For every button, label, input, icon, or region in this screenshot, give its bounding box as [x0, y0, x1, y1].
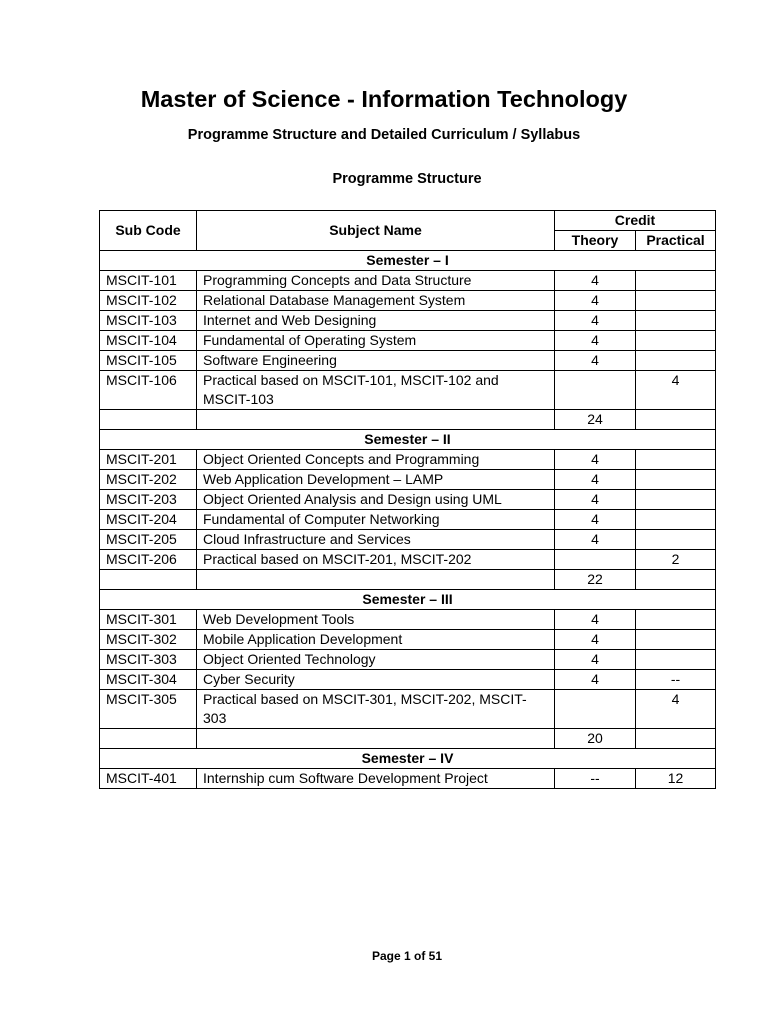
theory-total: 20: [555, 729, 636, 749]
subject-code: MSCIT-304: [100, 670, 197, 690]
table-row: [100, 331, 716, 351]
subject-code: MSCIT-301: [100, 610, 197, 630]
table-row: [100, 291, 716, 311]
semester-total-row: [100, 570, 716, 590]
theory-credit: 4: [555, 610, 636, 630]
practical-credit: [636, 450, 716, 470]
table-row: [100, 450, 716, 470]
header-sub-code: Sub Code: [100, 211, 197, 251]
subject-code: MSCIT-206: [100, 550, 197, 570]
theory-credit: 4: [555, 271, 636, 291]
practical-credit: 4: [636, 690, 716, 729]
semester-total-row: [100, 410, 716, 430]
semester-label: Semester – I: [100, 251, 716, 271]
practical-credit: 2: [636, 550, 716, 570]
subject-name: Mobile Application Development: [197, 630, 555, 650]
theory-credit: 4: [555, 490, 636, 510]
practical-credit: 12: [636, 769, 716, 789]
practical-credit: 4: [636, 371, 716, 410]
empty-name-cell: [197, 570, 555, 590]
subject-name: Internet and Web Designing: [197, 311, 555, 331]
subject-name: Relational Database Management System: [197, 291, 555, 311]
subject-code: MSCIT-105: [100, 351, 197, 371]
theory-credit: 4: [555, 530, 636, 550]
semester-header-row: [100, 590, 716, 610]
practical-credit: --: [636, 670, 716, 690]
subject-name: Practical based on MSCIT-101, MSCIT-102 and MSCIT-103: [197, 371, 555, 410]
practical-total: [636, 570, 716, 590]
theory-total: 24: [555, 410, 636, 430]
theory-credit: 4: [555, 510, 636, 530]
table-row: [100, 470, 716, 490]
practical-credit: [636, 271, 716, 291]
theory-credit: 4: [555, 630, 636, 650]
subject-code: MSCIT-204: [100, 510, 197, 530]
theory-credit: 4: [555, 670, 636, 690]
practical-credit: [636, 331, 716, 351]
header-theory: Theory: [555, 231, 636, 251]
subject-name: Programming Concepts and Data Structure: [197, 271, 555, 291]
table-row: [100, 510, 716, 530]
subject-code: MSCIT-303: [100, 650, 197, 670]
theory-credit: 4: [555, 311, 636, 331]
subject-code: MSCIT-201: [100, 450, 197, 470]
table-row: [100, 530, 716, 550]
theory-credit: --: [555, 769, 636, 789]
section-heading: Programme Structure: [332, 171, 482, 187]
semester-label: Semester – III: [100, 590, 716, 610]
subject-name: Practical based on MSCIT-301, MSCIT-202, MSCIT-303: [197, 690, 555, 729]
practical-total: [636, 410, 716, 430]
theory-credit: 4: [555, 650, 636, 670]
practical-credit: [636, 650, 716, 670]
header-credit: Credit: [555, 211, 716, 231]
subject-name: Object Oriented Analysis and Design using UML: [197, 490, 555, 510]
subject-code: MSCIT-305: [100, 690, 197, 729]
header-subject-name: Subject Name: [197, 211, 555, 251]
empty-name-cell: [197, 729, 555, 749]
subject-code: MSCIT-106: [100, 371, 197, 410]
practical-credit: [636, 470, 716, 490]
empty-name-cell: [197, 410, 555, 430]
empty-code-cell: [100, 570, 197, 590]
semester-total-row: [100, 729, 716, 749]
practical-credit: [636, 610, 716, 630]
table-row: [100, 670, 716, 690]
practical-credit: [636, 630, 716, 650]
table-row: [100, 650, 716, 670]
empty-code-cell: [100, 729, 197, 749]
subject-code: MSCIT-101: [100, 271, 197, 291]
table-row: [100, 630, 716, 650]
subject-name: Cyber Security: [197, 670, 555, 690]
header-practical: Practical: [636, 231, 716, 251]
subject-name: Object Oriented Concepts and Programming: [197, 450, 555, 470]
page-number: Page 1 of 51: [371, 949, 443, 963]
semester-label: Semester – IV: [100, 749, 716, 769]
theory-credit: [555, 371, 636, 410]
theory-total: 22: [555, 570, 636, 590]
subject-code: MSCIT-401: [100, 769, 197, 789]
semester-header-row: [100, 430, 716, 450]
subject-name: Cloud Infrastructure and Services: [197, 530, 555, 550]
table-row: [100, 610, 716, 630]
practical-credit: [636, 510, 716, 530]
subject-code: MSCIT-203: [100, 490, 197, 510]
table-row: [100, 351, 716, 371]
table-row: [100, 690, 716, 729]
subject-name: Web Application Development – LAMP: [197, 470, 555, 490]
practical-credit: [636, 311, 716, 331]
programme-structure-table: [99, 210, 716, 789]
subject-code: MSCIT-302: [100, 630, 197, 650]
table-row: [100, 271, 716, 291]
subject-code: MSCIT-102: [100, 291, 197, 311]
subject-code: MSCIT-103: [100, 311, 197, 331]
theory-credit: 4: [555, 351, 636, 371]
practical-total: [636, 729, 716, 749]
theory-credit: 4: [555, 331, 636, 351]
subject-name: Practical based on MSCIT-201, MSCIT-202: [197, 550, 555, 570]
subject-name: Web Development Tools: [197, 610, 555, 630]
table-row: [100, 550, 716, 570]
table-row: [100, 311, 716, 331]
theory-credit: 4: [555, 450, 636, 470]
subject-code: MSCIT-104: [100, 331, 197, 351]
semester-header-row: [100, 251, 716, 271]
document-subtitle: Programme Structure and Detailed Curriculum / Syllabus: [187, 127, 581, 143]
theory-credit: 4: [555, 291, 636, 311]
subject-name: Software Engineering: [197, 351, 555, 371]
header-row: [100, 211, 716, 231]
table-row: [100, 371, 716, 410]
empty-code-cell: [100, 410, 197, 430]
subject-code: MSCIT-202: [100, 470, 197, 490]
subject-name: Internship cum Software Development Project: [197, 769, 555, 789]
practical-credit: [636, 291, 716, 311]
subject-code: MSCIT-205: [100, 530, 197, 550]
subject-name: Fundamental of Operating System: [197, 331, 555, 351]
table-body: [100, 251, 716, 789]
theory-credit: 4: [555, 470, 636, 490]
theory-credit: [555, 690, 636, 729]
table-row: [100, 769, 716, 789]
document-title: Master of Science - Information Technology: [140, 86, 628, 112]
practical-credit: [636, 490, 716, 510]
practical-credit: [636, 351, 716, 371]
subject-name: Object Oriented Technology: [197, 650, 555, 670]
semester-header-row: [100, 749, 716, 769]
subject-name: Fundamental of Computer Networking: [197, 510, 555, 530]
practical-credit: [636, 530, 716, 550]
semester-label: Semester – II: [100, 430, 716, 450]
table-row: [100, 490, 716, 510]
theory-credit: [555, 550, 636, 570]
